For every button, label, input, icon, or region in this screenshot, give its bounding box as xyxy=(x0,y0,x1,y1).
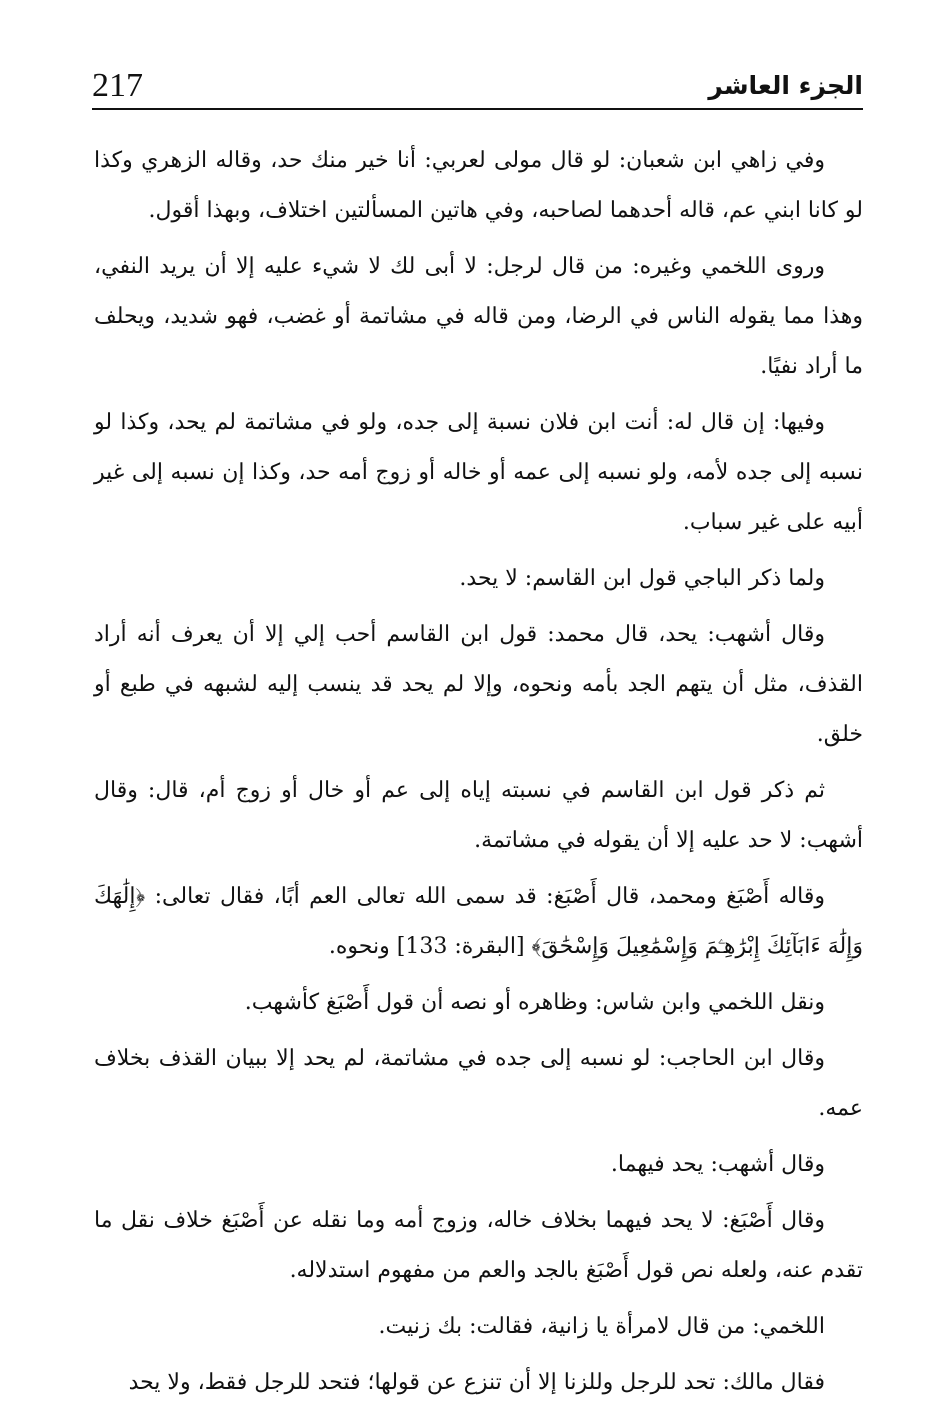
paragraph: وقاله أَصْبَغ ومحمد، قال أَصْبَغ: قد سمى الله تعالى العم أبًا، فقال تعالى: ﴿إِلَٰهَكَ وَإِلَٰهَ ءَابَآئِكَ إِبْرَٰهِـۧمَ وَإِسْمَٰعِيلَ وَإِسْحَٰقَ﴾ [البقرة: 133] ونحوه. xyxy=(94,884,863,959)
paragraph: اللخمي: من قال لامرأة يا زانية، فقالت: بك زنيت. xyxy=(378,1314,825,1339)
page-body xyxy=(94,136,863,1414)
paragraph: وقال أشهب: يحد، قال محمد: قول ابن القاسم أحب إلي إلا أن يعرف أنه أراد القذف، مثل أن يتهم الجد بأمه ونحوه، وإلا لم يحد قد ينسب إليه لشبهه في طبع أو خلق. xyxy=(94,622,863,747)
paragraph: ثم ذكر قول ابن القاسم في نسبته إياه إلى عم أو خال أو زوج أم، قال: وقال أشهب: لا حد عليه إلا أن يقوله في مشاتمة. xyxy=(94,778,863,853)
paragraph: وفيها: إن قال له: أنت ابن فلان نسبة إلى جده، ولو في مشاتمة لم يحد، وكذا لو نسبه إلى جده لأمه، ولو نسبه إلى عمه أو خاله أو زوج أمه حد، وكذا إن نسبه إلى غير أبيه على غير سباب. xyxy=(94,410,863,535)
paragraph: وفي زاهي ابن شعبان: لو قال مولى لعربي: أنا خير منك حد، وقاله الزهري وكذا لو كانا ابني عم، قاله أحدهما لصاحبه، وفي هاتين المسألتين اختلاف، وبهذا أقول. xyxy=(94,148,863,223)
paragraph: فقال مالك: تحد للرجل وللزنا إلا أن تنزع عن قولها؛ فتحد للرجل فقط، ولا يحد xyxy=(128,1370,825,1395)
page-number: 217 xyxy=(92,67,143,104)
running-title: الجزء العاشر xyxy=(708,71,863,100)
paragraph: ولما ذكر الباجي قول ابن القاسم: لا يحد. xyxy=(459,566,825,591)
paragraph: وروى اللخمي وغيره: من قال لرجل: لا أبى لك لا شيء عليه إلا أن يريد النفي، وهذا مما يقوله الناس في الرضا، ومن قاله في مشاتمة أو غضب، فهو شديد، ويحلف ما أراد نفيًا. xyxy=(94,254,863,379)
paragraph: وقال ابن الحاجب: لو نسبه إلى جده في مشاتمة، لم يحد إلا ببيان القذف بخلاف عمه. xyxy=(94,1046,863,1121)
paragraph: وقال أَصْبَغ: لا يحد فيهما بخلاف خاله، وزوج أمه وما نقله عن أَصْبَغ خلاف نقل ما تقدم عنه، ولعله نص قول أَصْبَغ بالجد والعم من مفهوم استدلاله. xyxy=(94,1208,863,1283)
paragraph: ونقل اللخمي وابن شاس: وظاهره أو نصه أن قول أَصْبَغ كأشهب. xyxy=(244,990,825,1015)
page-header xyxy=(92,56,863,106)
paragraph: وقال أشهب: يحد فيهما. xyxy=(610,1152,825,1177)
header-rule xyxy=(92,108,863,110)
